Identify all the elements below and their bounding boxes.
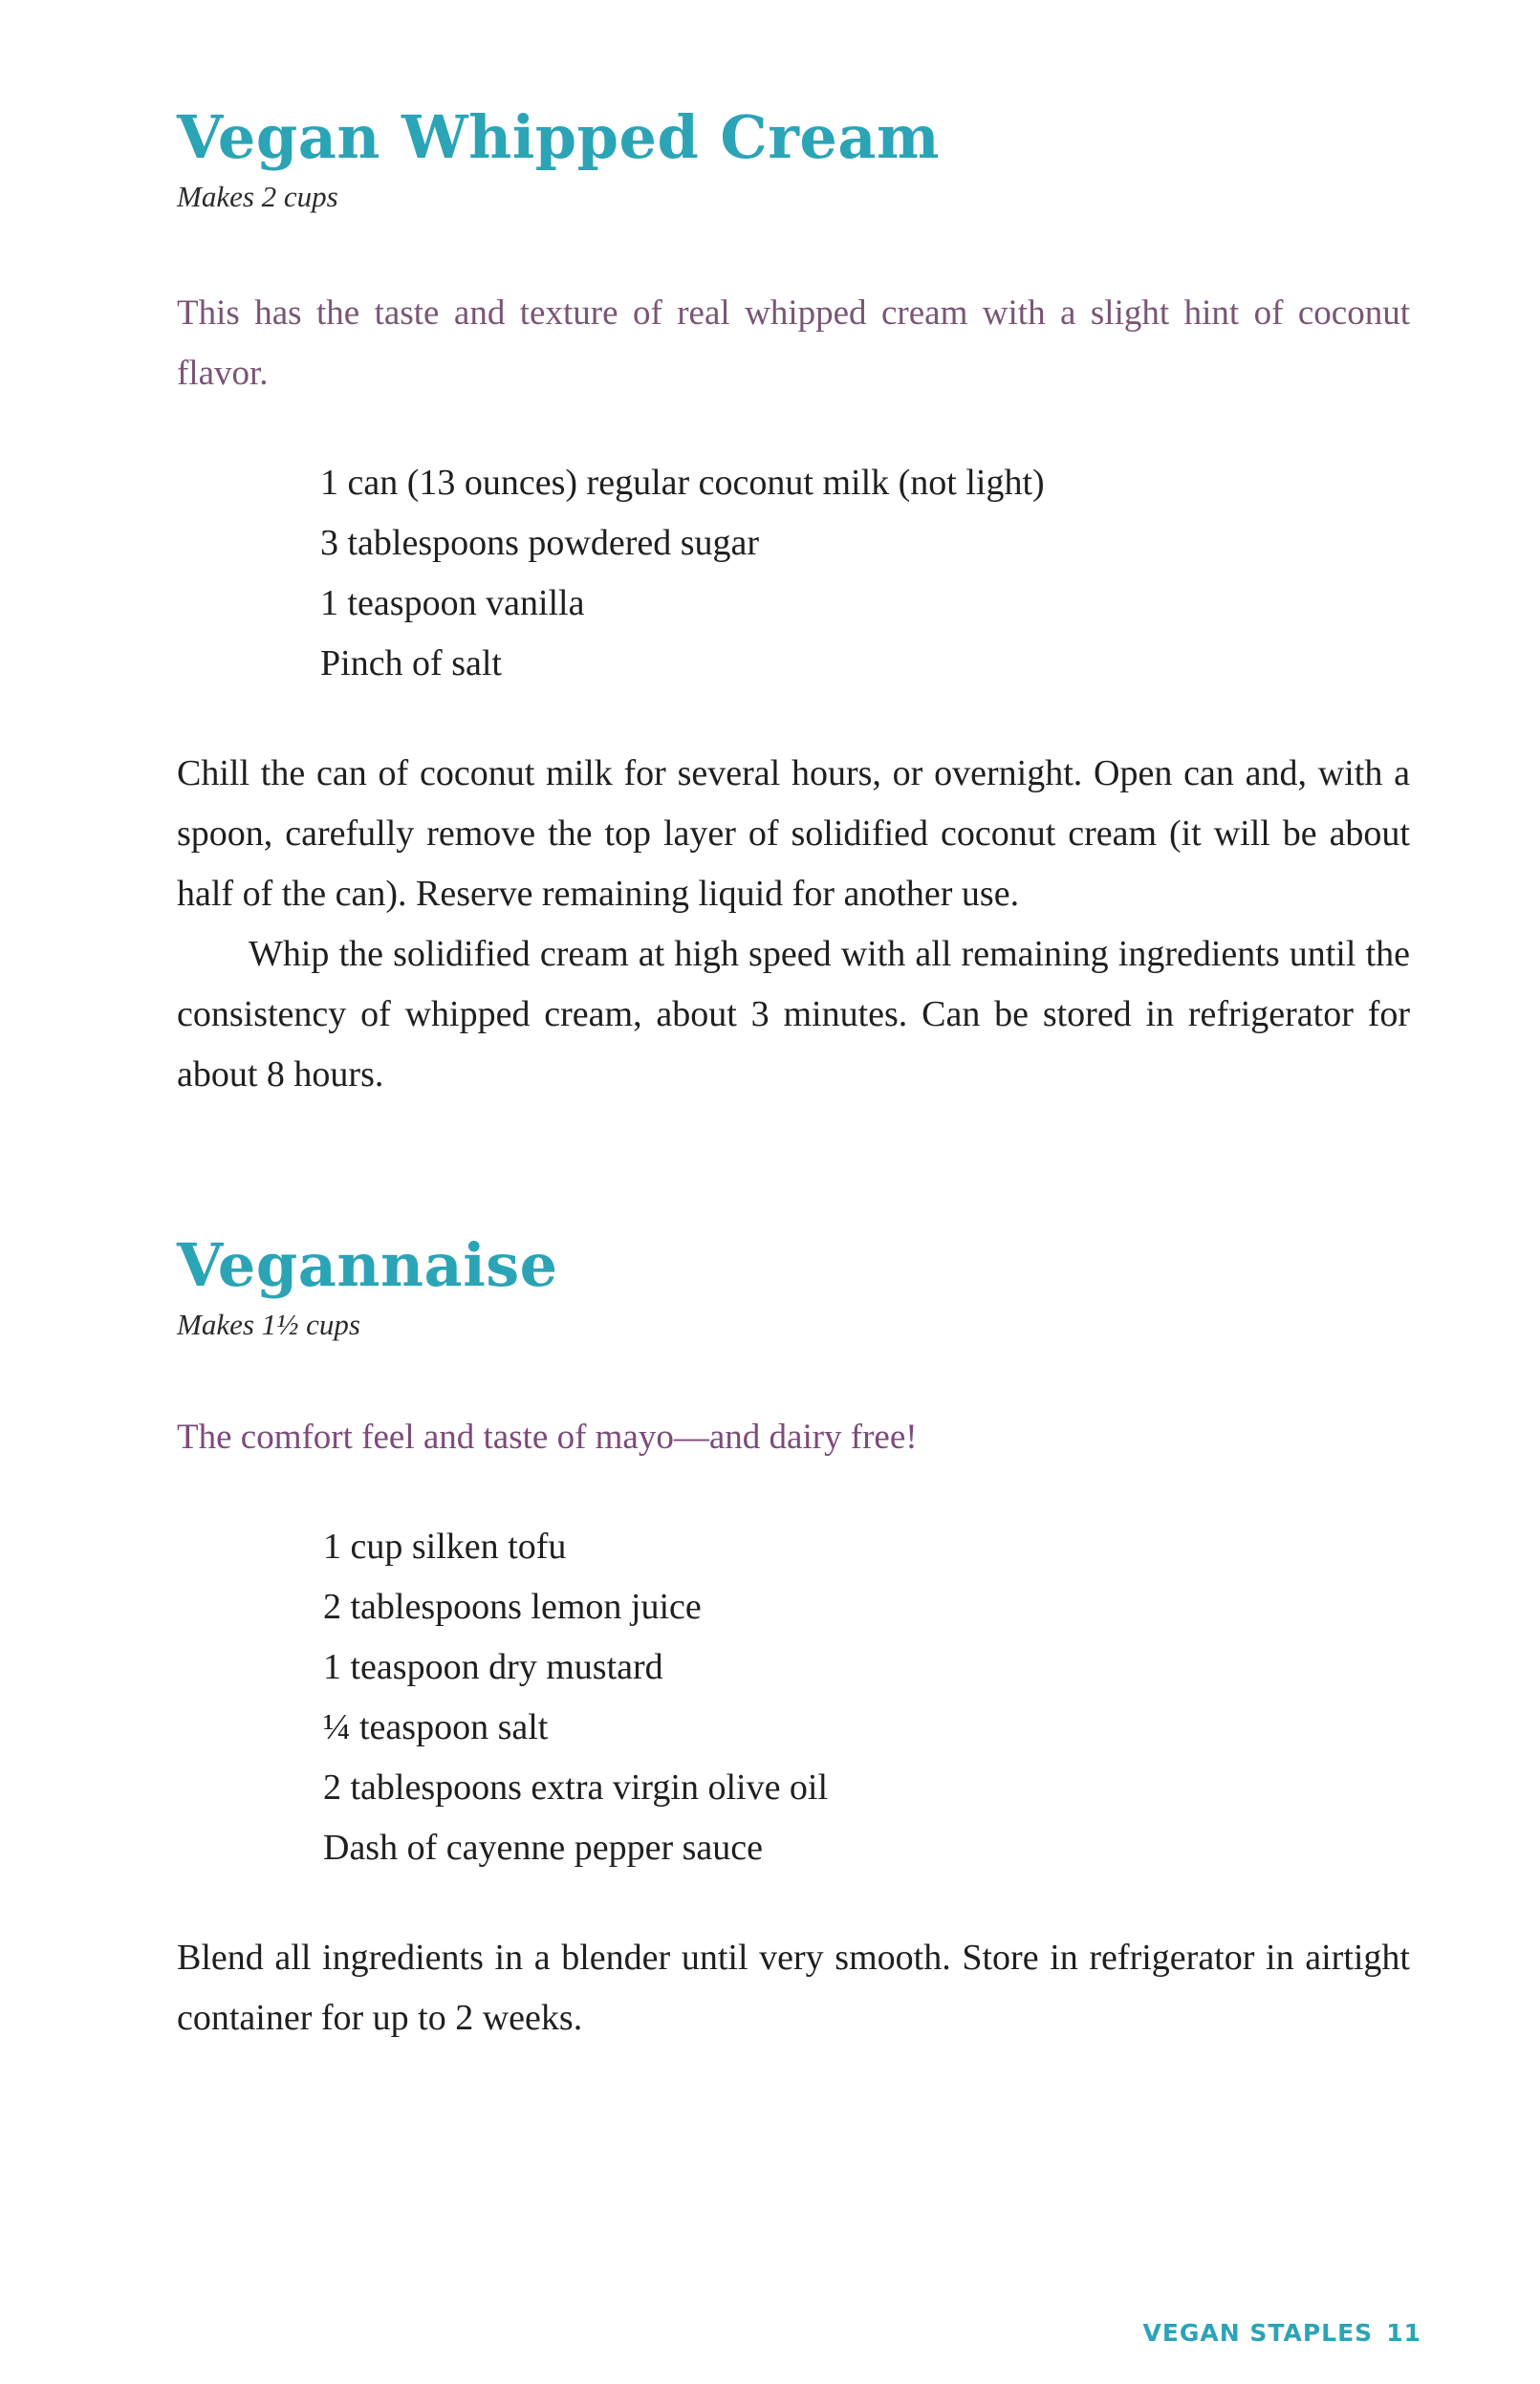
page-number: 11 xyxy=(1386,2319,1421,2347)
ingredient-item: Pinch of salt xyxy=(320,643,502,684)
page-footer xyxy=(1142,2319,1421,2347)
ingredient-item: 3 tablespoons powdered sugar xyxy=(320,523,760,564)
ingredient-item: 1 teaspoon vanilla xyxy=(320,583,585,624)
recipe-title: Vegannaise xyxy=(177,1230,558,1300)
ingredient-item: Dash of cayenne pepper sauce xyxy=(323,1828,763,1869)
instruction-paragraph: Chill the can of coconut milk for several hours, or overnight. Open can and, with a spoon, carefully remove the top layer of solidified coconut cream (it will be about half of the can). Reserve remaining liquid for another use. xyxy=(177,753,1410,915)
recipe-vegan-whipped-cream xyxy=(177,102,1410,1105)
instruction-paragraph: Whip the solidified cream at high speed with all remaining ingredients until the consistency of whipped cream, about 3 minutes. Can be stored in refrigerator for about 8 hours. xyxy=(177,934,1410,1095)
ingredient-item: ¼ teaspoon salt xyxy=(323,1707,549,1748)
recipe-yield: Makes 1½ cups xyxy=(177,1308,360,1342)
section-name: VEGAN STAPLES xyxy=(1142,2319,1374,2347)
ingredient-item: 2 tablespoons lemon juice xyxy=(323,1587,702,1628)
ingredient-item: 2 tablespoons extra virgin olive oil xyxy=(323,1767,829,1809)
ingredient-item: 1 can (13 ounces) regular coconut milk (not light) xyxy=(320,463,1045,504)
instruction-paragraph: Blend all ingredients in a blender until very smooth. Store in refrigerator in airtight container for up to 2 weeks. xyxy=(177,1938,1410,2039)
ingredient-item: 1 cup silken tofu xyxy=(323,1527,567,1568)
ingredient-list xyxy=(177,1517,1410,1878)
recipe-title: Vegan Whipped Cream xyxy=(177,102,941,172)
recipe-instructions xyxy=(177,744,1410,1105)
recipe-instructions xyxy=(177,1928,1410,2048)
recipe-intro: This has the taste and texture of real whipped cream with a slight hint of coconut flavor. xyxy=(177,293,1410,394)
recipe-vegannaise xyxy=(177,1230,1410,2048)
recipe-yield: Makes 2 cups xyxy=(177,180,338,214)
recipe-intro: The comfort feel and taste of mayo—and dairy free! xyxy=(177,1418,918,1458)
ingredient-list xyxy=(177,453,1410,694)
ingredient-item: 1 teaspoon dry mustard xyxy=(323,1647,663,1688)
